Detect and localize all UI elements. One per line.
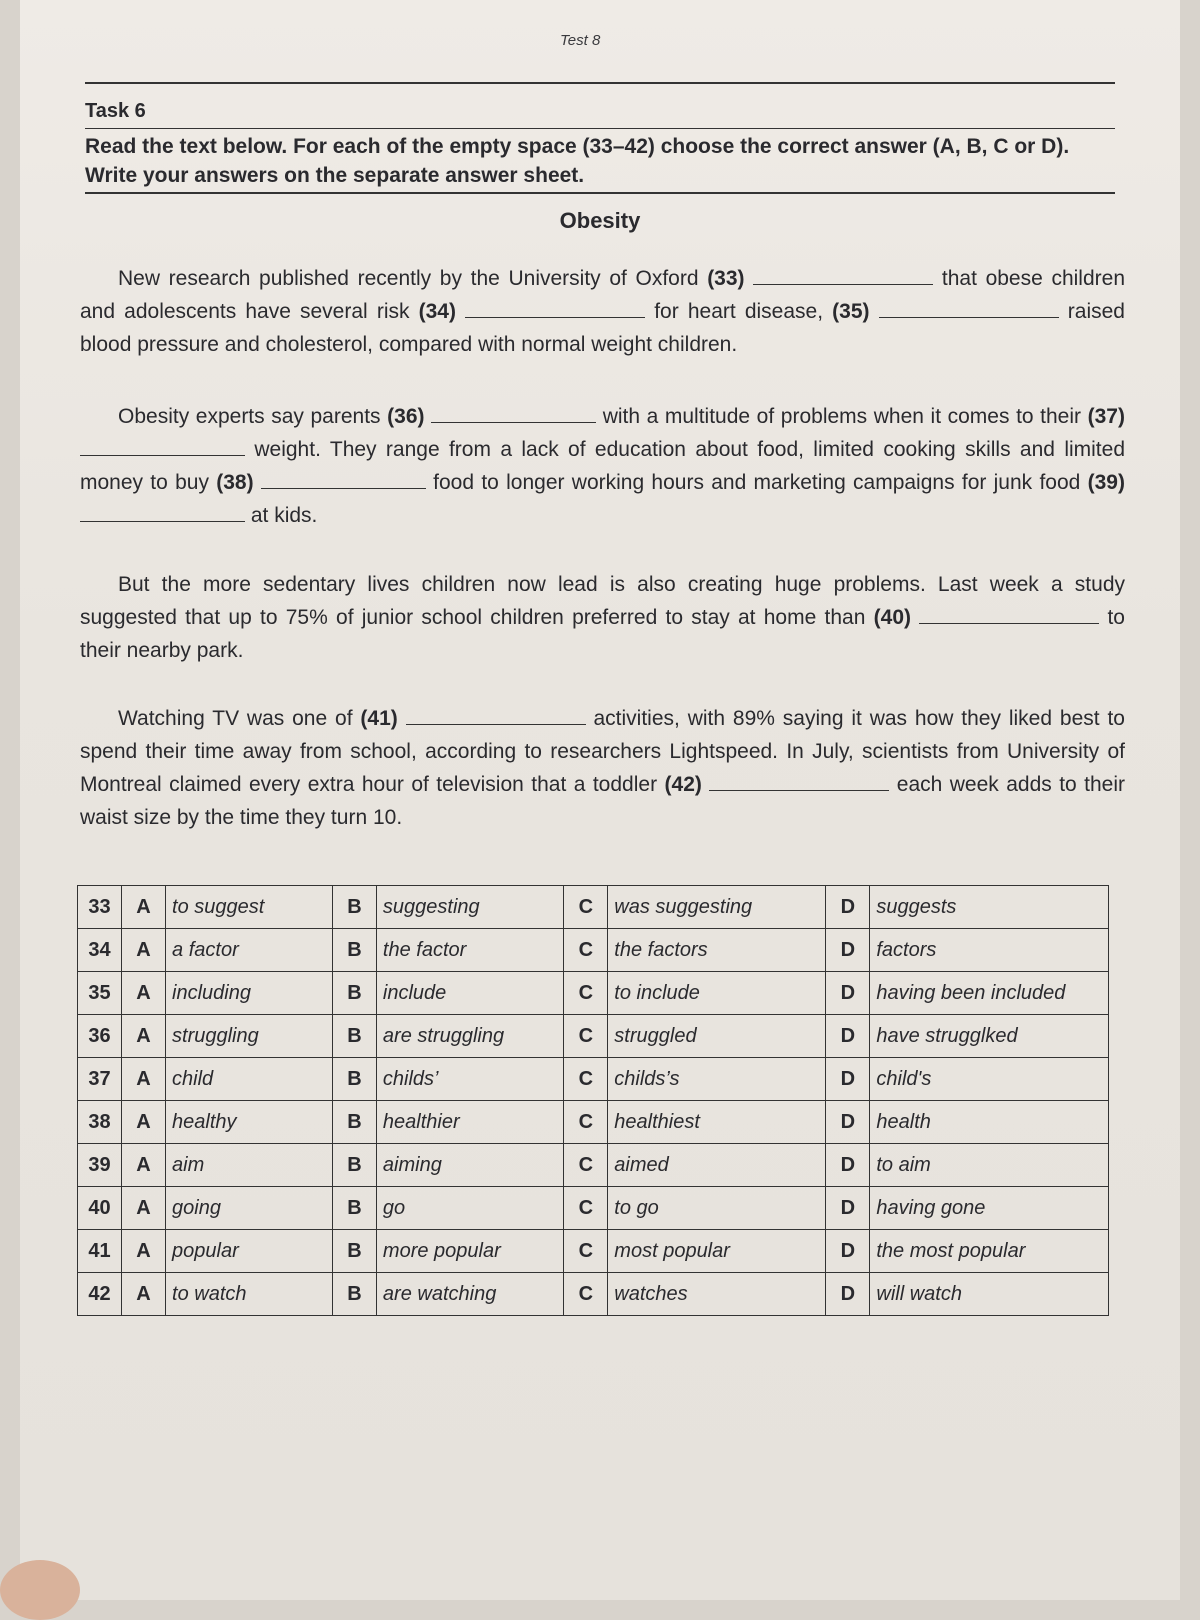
option-c[interactable]: most popular [608,1230,826,1273]
option-c[interactable]: was suggesting [608,886,826,929]
option-row [78,1187,1109,1230]
option-c[interactable]: healthiest [608,1101,826,1144]
option-row [78,929,1109,972]
p1-text-d: raised blood pressure and cholesterol, compared with normal weight children. [80,300,1125,356]
option-letter-b: B [332,1273,376,1316]
gap-39-blank[interactable] [80,503,245,522]
option-b[interactable]: childs’ [376,1058,563,1101]
option-letter-b: B [332,1058,376,1101]
question-number: 34 [78,929,122,972]
question-number: 37 [78,1058,122,1101]
option-letter-b: B [332,1015,376,1058]
option-row [78,972,1109,1015]
gap-37-blank[interactable] [80,437,245,456]
paragraph-3 [80,568,1125,667]
option-d[interactable]: have strugglked [870,1015,1109,1058]
header-rule [85,82,1115,84]
option-letter-a: A [122,929,166,972]
option-letter-b: B [332,1101,376,1144]
option-letter-a: A [122,1101,166,1144]
gap-42-blank[interactable] [709,772,889,791]
instructions-text: Read the text below. For each of the empty space (33–42) choose the correct answer (A, B, C or D). Write your answers on the separate answer sheet. [85,135,1070,187]
option-letter-a: A [122,1015,166,1058]
option-letter-c: C [564,1058,608,1101]
option-letter-b: B [332,1230,376,1273]
p2-text-d: food to longer working hours and marketing campaigns for junk food [433,471,1081,494]
option-letter-a: A [122,972,166,1015]
option-letter-d: D [826,1144,870,1187]
option-letter-a: A [122,1187,166,1230]
option-b[interactable]: the factor [376,929,563,972]
option-c[interactable]: watches [608,1273,826,1316]
p1-text-a: New research published recently by the University of Oxford [118,267,699,290]
p3-text-a: But the more sedentary lives children now lead is also creating huge problems. Last week a study suggested that up to 75% of junior school children preferred to stay at home than [80,573,1125,629]
option-letter-a: A [122,1273,166,1316]
question-number: 41 [78,1230,122,1273]
option-c[interactable]: childs’s [608,1058,826,1101]
gap-33-number: (33) [707,267,745,290]
paragraph-2 [80,400,1125,532]
p4-text-c: each week adds to their waist size by the time they turn 10. [80,773,1126,829]
option-row [78,1101,1109,1144]
option-letter-d: D [826,1230,870,1273]
p2-text-e: at kids. [250,504,318,527]
option-a[interactable]: aim [166,1144,333,1187]
option-letter-c: C [564,1015,608,1058]
option-letter-c: C [564,972,608,1015]
option-d[interactable]: suggests [870,886,1109,929]
option-letter-d: D [826,972,870,1015]
option-d[interactable]: the most popular [870,1230,1109,1273]
gap-34-blank[interactable] [465,299,645,318]
option-a[interactable]: struggling [166,1015,333,1058]
option-letter-c: C [564,1273,608,1316]
task-rule [85,128,1115,129]
option-d[interactable]: will watch [870,1273,1109,1316]
option-a[interactable]: popular [166,1230,333,1273]
option-b[interactable]: aiming [376,1144,563,1187]
option-c[interactable]: to go [608,1187,826,1230]
option-letter-b: B [332,929,376,972]
option-a[interactable]: a factor [166,929,333,972]
question-number: 38 [78,1101,122,1144]
question-number: 39 [78,1144,122,1187]
option-letter-b: B [332,886,376,929]
gap-41-number: (41) [360,707,398,730]
option-letter-c: C [564,886,608,929]
gap-37-number: (37) [1087,405,1125,428]
option-row [78,1058,1109,1101]
option-c[interactable]: the factors [608,929,826,972]
question-number: 33 [78,886,122,929]
option-d[interactable]: health [870,1101,1109,1144]
option-letter-b: B [332,1187,376,1230]
option-letter-c: C [564,1187,608,1230]
p4-text-b: activities, with 89% saying it was how they liked best to spend their time away from school, according to researchers Lightspeed. In July, scientists from University of Montreal claimed every extra hour of television that a toddler [80,707,1125,796]
p2-text-b: with a multitude of problems when it comes to their [602,405,1082,428]
option-c[interactable]: struggled [608,1015,826,1058]
option-b[interactable]: are struggling [376,1015,563,1058]
option-row [78,1230,1109,1273]
option-letter-a: A [122,1230,166,1273]
option-d[interactable]: child's [870,1058,1109,1101]
option-letter-a: A [122,1058,166,1101]
option-letter-b: B [332,972,376,1015]
p2-text-a: Obesity experts say parents [118,405,381,428]
thumb-in-photo [0,1560,80,1620]
option-letter-d: D [826,1058,870,1101]
option-a[interactable]: including [166,972,333,1015]
option-letter-b: B [332,1144,376,1187]
option-b[interactable]: go [376,1187,563,1230]
option-d[interactable]: having been included [870,972,1109,1015]
option-letter-c: C [564,1230,608,1273]
task-instructions [85,132,1125,190]
workbook-page [20,0,1180,1600]
option-c[interactable]: to include [608,972,826,1015]
option-letter-c: C [564,1101,608,1144]
test-label: Test 8 [560,32,601,49]
text-title: Obesity [559,208,641,233]
option-b[interactable]: healthier [376,1101,563,1144]
paragraph-1 [80,262,1125,361]
question-number: 42 [78,1273,122,1316]
option-b[interactable]: more popular [376,1230,563,1273]
gap-39-number: (39) [1087,471,1125,494]
gap-35-blank[interactable] [879,299,1059,318]
option-letter-d: D [826,886,870,929]
option-a[interactable]: child [166,1058,333,1101]
option-letter-d: D [826,1015,870,1058]
option-b[interactable]: include [376,972,563,1015]
gap-34-number: (34) [418,300,456,323]
option-d[interactable]: factors [870,929,1109,972]
question-number: 36 [78,1015,122,1058]
option-letter-d: D [826,1101,870,1144]
gap-38-blank[interactable] [261,470,426,489]
gap-40-blank[interactable] [919,605,1099,624]
gap-42-number: (42) [664,773,702,796]
gap-36-blank[interactable] [431,404,596,423]
option-letter-a: A [122,886,166,929]
option-row [78,886,1109,929]
option-a[interactable]: to suggest [166,886,333,929]
task-label: Task 6 [85,100,146,122]
p3-text-b: to their nearby park. [80,606,1125,662]
gap-33-blank[interactable] [753,266,933,285]
option-letter-d: D [826,1273,870,1316]
option-b[interactable]: are watching [376,1273,563,1316]
option-row [78,1015,1109,1058]
option-c[interactable]: aimed [608,1144,826,1187]
question-number: 35 [78,972,122,1015]
instructions-rule [85,192,1115,194]
option-b[interactable]: suggesting [376,886,563,929]
option-letter-d: D [826,929,870,972]
gap-41-blank[interactable] [406,706,586,725]
option-row [78,1273,1109,1316]
gap-40-number: (40) [873,606,911,629]
paragraph-4 [80,702,1125,834]
option-a[interactable]: going [166,1187,333,1230]
gap-36-number: (36) [387,405,425,428]
p1-text-c: for heart disease, [654,300,824,323]
p1-text-b: that obese children and adolescents have several risk [80,267,1125,323]
option-letter-a: A [122,1144,166,1187]
question-number: 40 [78,1187,122,1230]
option-letter-d: D [826,1187,870,1230]
gap-35-number: (35) [832,300,870,323]
option-a[interactable]: to watch [166,1273,333,1316]
p2-text-c: weight. They range from a lack of education about food, limited cooking skills and limited money to buy [80,438,1125,494]
answer-options-table [77,885,1109,1316]
option-row [78,1144,1109,1187]
option-d[interactable]: to aim [870,1144,1109,1187]
option-a[interactable]: healthy [166,1101,333,1144]
p4-text-a: Watching TV was one of [118,707,353,730]
option-letter-c: C [564,929,608,972]
option-letter-c: C [564,1144,608,1187]
option-d[interactable]: having gone [870,1187,1109,1230]
gap-38-number: (38) [216,471,254,494]
